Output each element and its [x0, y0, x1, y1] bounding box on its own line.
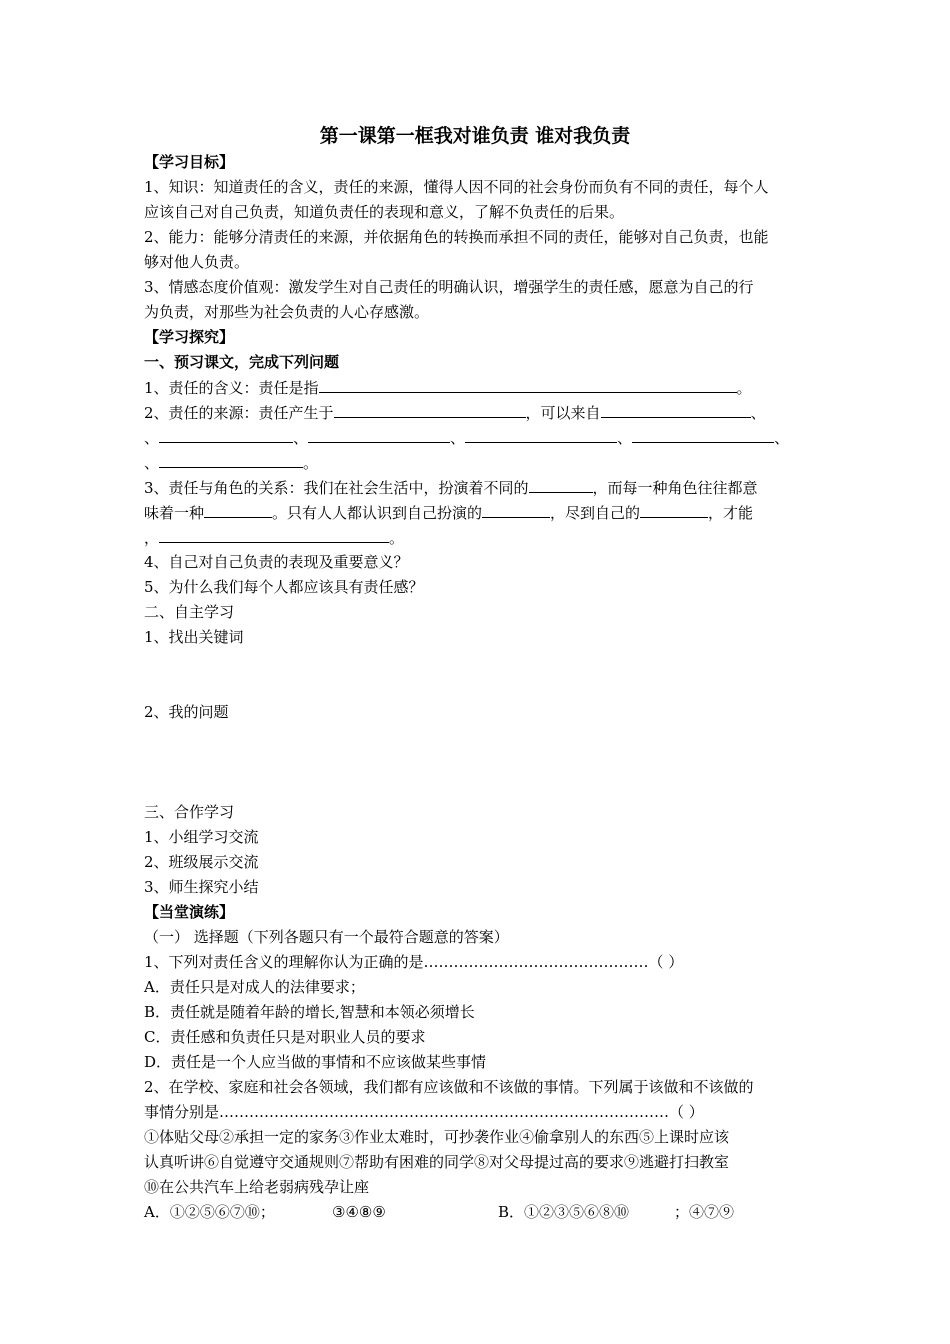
blank[interactable] [159, 425, 293, 443]
explore-heading: 【学习探究】 [144, 328, 235, 346]
blank[interactable] [159, 450, 303, 468]
mc-q1-option-d: D．责任是一个人应当做的事情和不应该做某些事情 [144, 1053, 487, 1071]
blank[interactable] [204, 500, 272, 518]
self-study-heading: 二、自主学习 [144, 603, 235, 621]
mc-q2-option-b-rest: ；④⑦⑨ [674, 1203, 735, 1221]
goal-attitude-line2: 为负责，对那些为社会负责的人心存感激。 [144, 303, 430, 321]
preview-heading: 一、预习课文，完成下列问题 [144, 353, 340, 371]
mc-question-2-line4: 认真听讲⑥自觉遵守交通规则⑦帮助有困难的同学⑧对父母提过高的要求⑨逃避打扫教室 [144, 1153, 730, 1171]
mc-q1-option-b: B．责任就是随着年龄的增长,智慧和本领必须增长 [144, 1003, 475, 1021]
goal-attitude-line1: 3、情感态度价值观：激发学生对自己责任的明确认识，增强学生的责任感，愿意为自己的行 [144, 278, 754, 296]
coop-item-3: 3、师生探究小结 [144, 878, 259, 896]
question-1: 1、责任的含义：责任是指 。 [144, 375, 812, 399]
mc-question-1: 1、下列对责任含义的理解你认为正确的是………………………………………（ ） [144, 953, 684, 971]
question-2-line3: 、 。 [144, 450, 812, 474]
goal-knowledge-line1: 1、知识：知道责任的含义，责任的来源，懂得人因不同的社会身份而负有不同的责任，每个人 [144, 178, 769, 196]
mc-q1-option-c: C．责任感和负责任只是对职业人员的要求 [144, 1028, 426, 1046]
mc-q2-option-a-rest: ③④⑧⑨ [332, 1203, 386, 1221]
blank[interactable] [601, 400, 751, 418]
question-3-line2: 味着一种 。只有人人都认识到自己扮演的 ，尽到自己的 ，才能 [144, 500, 812, 524]
question-5: 5、为什么我们每个人都应该具有责任感？ [144, 578, 424, 596]
exercise-heading: 【当堂演练】 [144, 903, 235, 921]
goal-knowledge-line2: 应该自己对自己负责，知道负责任的表现和意义，了解不负责任的后果。 [144, 203, 625, 221]
mc-q2-option-b: B．①②③⑤⑥⑧⑩ [498, 1203, 630, 1221]
question-3-line3: ， 。 [144, 525, 812, 549]
mc-question-2-line5: ⑩在公共汽车上给老弱病残孕让座 [144, 1178, 370, 1196]
self-study-questions: 2、我的问题 [144, 703, 229, 721]
blank[interactable] [159, 525, 389, 543]
blank[interactable] [465, 425, 617, 443]
question-4: 4、自己对自己负责的表现及重要意义？ [144, 553, 409, 571]
mc-question-2-line1: 2、在学校、家庭和社会各领域，我们都有应该做和不该做的事情。下列属于该做和不该做的 [144, 1078, 754, 1096]
blank[interactable] [632, 425, 774, 443]
blank[interactable] [334, 400, 526, 418]
self-study-keywords: 1、找出关键词 [144, 628, 244, 646]
question-2-line1: 2、责任的来源：责任产生于 ，可以来自 、 [144, 400, 812, 424]
goal-ability-line1: 2、能力：能够分清责任的来源，并依据角色的转换而承担不同的责任，能够对自己负责，也能 [144, 228, 769, 246]
blank[interactable] [308, 425, 450, 443]
coop-study-heading: 三、合作学习 [144, 803, 235, 821]
blank[interactable] [319, 375, 737, 393]
mc-q2-option-a: A．①②⑤⑥⑦⑩； [144, 1203, 275, 1221]
goal-ability-line2: 够对他人负责。 [144, 253, 250, 271]
goals-heading: 【学习目标】 [144, 153, 235, 171]
coop-item-1: 1、小组学习交流 [144, 828, 259, 846]
blank[interactable] [529, 475, 593, 493]
coop-item-2: 2、班级展示交流 [144, 853, 259, 871]
mc-q1-option-a: A．责任只是对成人的法律要求； [144, 978, 365, 996]
blank[interactable] [640, 500, 708, 518]
mc-question-2-line2: 事情分别是………………………………………………………………………………（ ） [144, 1103, 704, 1121]
mc-q2-options [144, 1200, 812, 1224]
blank[interactable] [482, 500, 550, 518]
question-3-line1: 3、责任与角色的关系：我们在社会生活中，扮演着不同的 ，而每一种角色往往都意 [144, 475, 812, 499]
exercise-part1: （一） 选择题（下列各题只有一个最符合题意的答案） [144, 928, 509, 946]
page-title: 第一课第一框我对谁负责 谁对我负责 [319, 125, 631, 147]
question-2-line2: 、 、 、 、 、 [144, 425, 812, 449]
mc-question-2-line3: ①体贴父母②承担一定的家务③作业太难时，可抄袭作业④偷拿别人的东西⑤上课时应该 [144, 1128, 730, 1146]
